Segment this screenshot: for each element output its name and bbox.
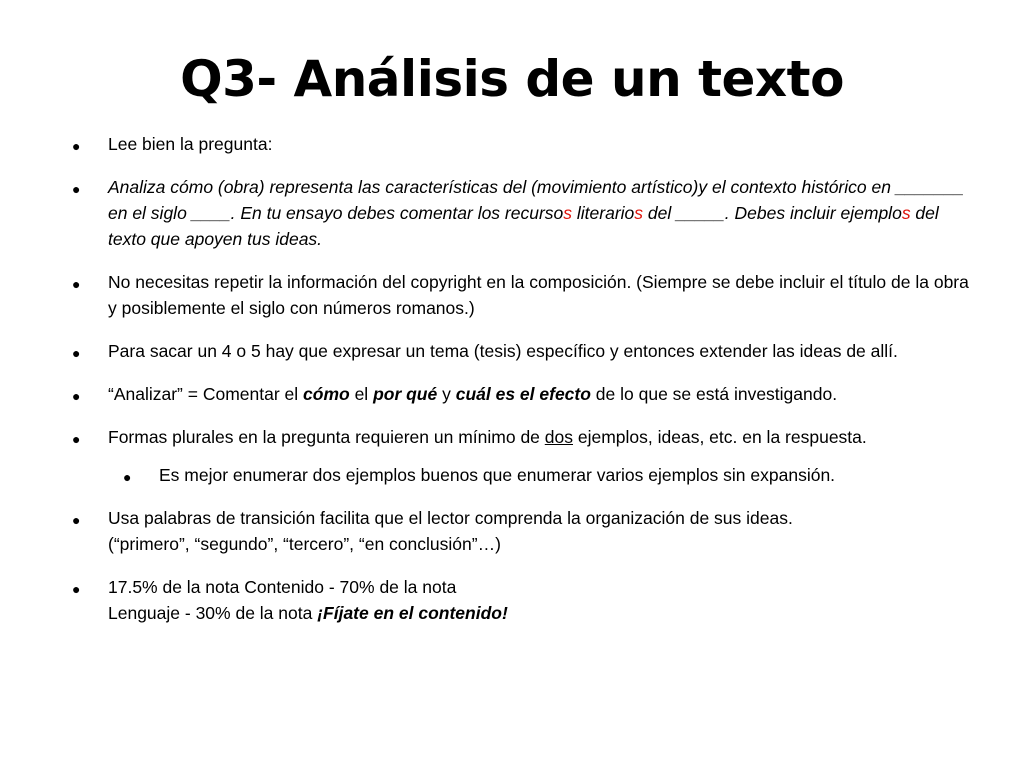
bullet-dot-icon: ● xyxy=(72,388,81,404)
bullet-dot-icon: ● xyxy=(72,512,81,528)
prompt-part: literario xyxy=(572,203,635,223)
bullet-text: (“primero”, “segundo”, “tercero”, “en conclusión”…) xyxy=(108,534,501,554)
emphasis-text: cómo xyxy=(303,384,350,404)
bullet-item-thesis xyxy=(0,338,1024,364)
bullet-text xyxy=(108,427,867,447)
prompt-part: del _____. Debes incluir ejemplo xyxy=(643,203,902,223)
bullet-dot-icon: ● xyxy=(72,431,81,447)
bullet-item-prompt xyxy=(0,174,1024,252)
bullet-text: Para sacar un 4 o 5 hay que expresar un tema (tesis) específico y entonces extender las ideas de allí. xyxy=(108,341,898,361)
bullet-dot-icon: ● xyxy=(123,469,132,485)
text-part: “Analizar” = Comentar el xyxy=(108,384,304,404)
bullet-item-plural-forms xyxy=(0,424,1024,450)
plural-s-highlight: s xyxy=(563,203,573,223)
text-part: Formas plurales en la pregunta requieren un mínimo de xyxy=(108,427,545,447)
bullet-item-grading xyxy=(0,574,1024,626)
underlined-text: dos xyxy=(544,427,573,447)
bullet-text xyxy=(108,600,974,626)
bullet-text: No necesitas repetir la información del copyright en la composición. (Siempre se debe incluir el título de la obra y posiblemente el siglo con números romanos.) xyxy=(108,272,969,318)
text-part: ejemplos, ideas, etc. en la respuesta. xyxy=(572,427,867,447)
text-part: y xyxy=(437,384,456,404)
prompt-part: Analiza cómo (obra) representa las características del (movimiento artístico)y el contexto histórico en _______ en el siglo ____. En tu ensayo debes comentar los recurso xyxy=(108,177,964,223)
bullet-dot-icon: ● xyxy=(72,181,81,197)
bullet-item-copyright xyxy=(0,269,1024,321)
bullet-item-analizar xyxy=(0,381,1024,407)
emphasis-text: ¡Fíjate en el contenido! xyxy=(317,603,508,623)
bullet-item-transitions xyxy=(0,505,1024,557)
prompt-text xyxy=(108,177,964,249)
bullet-dot-icon: ● xyxy=(72,581,81,597)
bullet-text: 17.5% de la nota Contenido - 70% de la nota xyxy=(108,577,457,597)
bullet-item-read-question xyxy=(0,131,1024,157)
bullet-text: Es mejor enumerar dos ejemplos buenos que enumerar varios ejemplos sin expansión. xyxy=(159,465,836,485)
bullet-list xyxy=(0,131,1024,643)
bullet-dot-icon: ● xyxy=(72,345,81,361)
bullet-text: Usa palabras de transición facilita que el lector comprenda la organización de sus ideas. xyxy=(108,508,793,528)
emphasis-text: cuál es el efecto xyxy=(455,384,591,404)
text-part: de lo que se está investigando. xyxy=(590,384,838,404)
prompt-part: del texto que apoyen tus ideas. xyxy=(108,203,939,249)
bullet-dot-icon: ● xyxy=(72,138,81,154)
bullet-dot-icon: ● xyxy=(72,276,81,292)
page-title: Q3- Análisis de un texto xyxy=(180,50,844,108)
text-part: Lenguaje - 30% de la nota xyxy=(108,603,318,623)
bullet-text xyxy=(108,384,837,404)
plural-s-highlight: s xyxy=(901,203,911,223)
bullet-text: Lee bien la pregunta: xyxy=(108,134,273,154)
plural-s-highlight: s xyxy=(634,203,644,223)
emphasis-text: por qué xyxy=(373,384,438,404)
text-part: el xyxy=(349,384,374,404)
sub-bullet-item-examples xyxy=(0,462,1024,488)
